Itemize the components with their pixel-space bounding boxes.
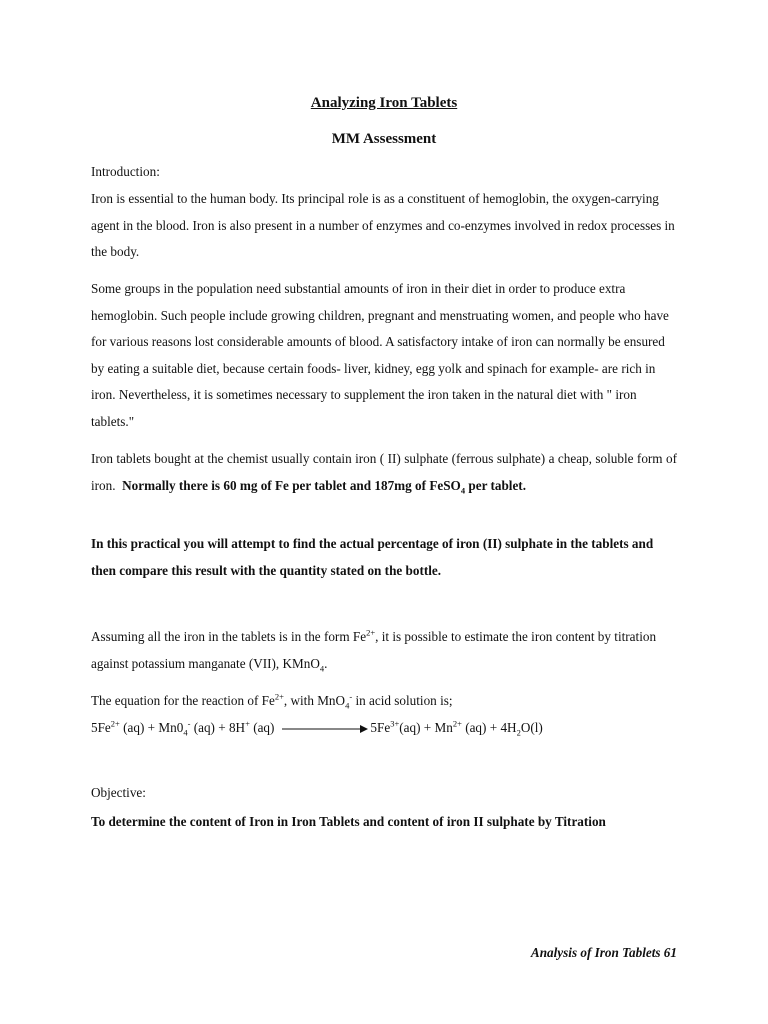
objective-heading: Objective: — [91, 785, 146, 800]
eq-sup: + — [245, 718, 250, 729]
assumption-a: Assuming all the iron in the tablets is in the form Fe — [91, 629, 367, 644]
reaction-equation — [91, 715, 543, 741]
eq-sup: 2+ — [452, 718, 462, 729]
eq-term: (aq) — [249, 720, 275, 735]
intro-heading: Introduction: — [91, 164, 160, 179]
eq-intro-b: , with MnO — [283, 693, 346, 708]
eq-sup: - — [187, 718, 191, 729]
paragraph-tablets — [91, 446, 677, 499]
document-title: Analyzing Iron Tablets — [310, 95, 458, 111]
objective-text: To determine the content of Iron in Iron Tablets and content of iron II sulphate by Titration — [91, 814, 606, 829]
tablets-text: Iron tablets bought at the chemist usually contain iron ( II) sulphate (ferrous sulphate) a cheap, soluble form of iron. — [91, 451, 677, 493]
paragraph-practical: In this practical you will attempt to find the actual percentage of iron (II) sulphate in the tablets and then compare this result with the quantity stated on the bottle. — [91, 536, 654, 578]
assumption-c: . — [324, 655, 328, 671]
tablets-bold-b: per tablet. — [465, 477, 526, 493]
eq-intro-sup: 2+ — [274, 691, 284, 702]
eq-term: O(l) — [520, 720, 543, 735]
eq-term: (aq) + Mn — [399, 720, 453, 735]
eq-sub: 4 — [183, 727, 188, 738]
tablets-bold-a: Normally there is 60 mg of Fe per tablet and 187mg of FeSO — [122, 477, 461, 493]
eq-term: (aq) + 4H — [461, 720, 517, 735]
paragraph-equation-intro — [91, 688, 677, 715]
paragraph-assumption — [91, 624, 677, 677]
eq-intro-sub: 4 — [345, 700, 350, 711]
eq-sup: 2+ — [110, 718, 120, 729]
tablets-bold-sub: 4 — [460, 485, 466, 496]
assumption-sup: 2+ — [366, 627, 376, 638]
eq-term: 5Fe — [370, 720, 391, 735]
page-footer: Analysis of Iron Tablets 61 — [530, 945, 677, 960]
document-subtitle: MM Assessment — [331, 131, 437, 147]
eq-sup: 3+ — [390, 718, 400, 729]
tablets-bold-statement — [122, 477, 526, 496]
eq-sub: 2 — [516, 727, 521, 738]
assumption-sub: 4 — [319, 663, 325, 674]
eq-intro-sup2: - — [349, 691, 353, 702]
eq-term: (aq) + Mn0 — [119, 720, 184, 735]
eq-intro-a: The equation for the reaction of Fe — [91, 693, 275, 708]
eq-term: (aq) + 8H — [190, 720, 246, 735]
reaction-arrow-icon — [282, 724, 368, 734]
eq-intro-c: in acid solution is; — [352, 693, 453, 708]
paragraph-groups: Some groups in the population need substantial amounts of iron in their diet in order to produce extra hemoglobin. Such people include growing children, pregnant and menstruating women, and people who have for various reasons lost considerable amounts of blood. A satisfactory intake of iron can normally be ensured by eating a suitable diet, because certain foods- liver, kidney, egg yolk and spinach for example- are rich in iron. Nevertheless, it is sometimes necessary to supplement the iron taken in the natural diet with " iron tablets." — [91, 281, 669, 429]
paragraph-intro: Iron is essential to the human body. Its principal role is as a constituent of hemoglobin, the oxygen-carrying agent in the blood. Iron is also present in a number of enzymes and co-enzymes involved in redox processes in the body. — [91, 191, 675, 259]
eq-term: 5Fe — [91, 720, 111, 735]
assumption-b: , it is possible to estimate the iron content by titration against potassium manganate (VII), KMnO — [91, 629, 657, 671]
